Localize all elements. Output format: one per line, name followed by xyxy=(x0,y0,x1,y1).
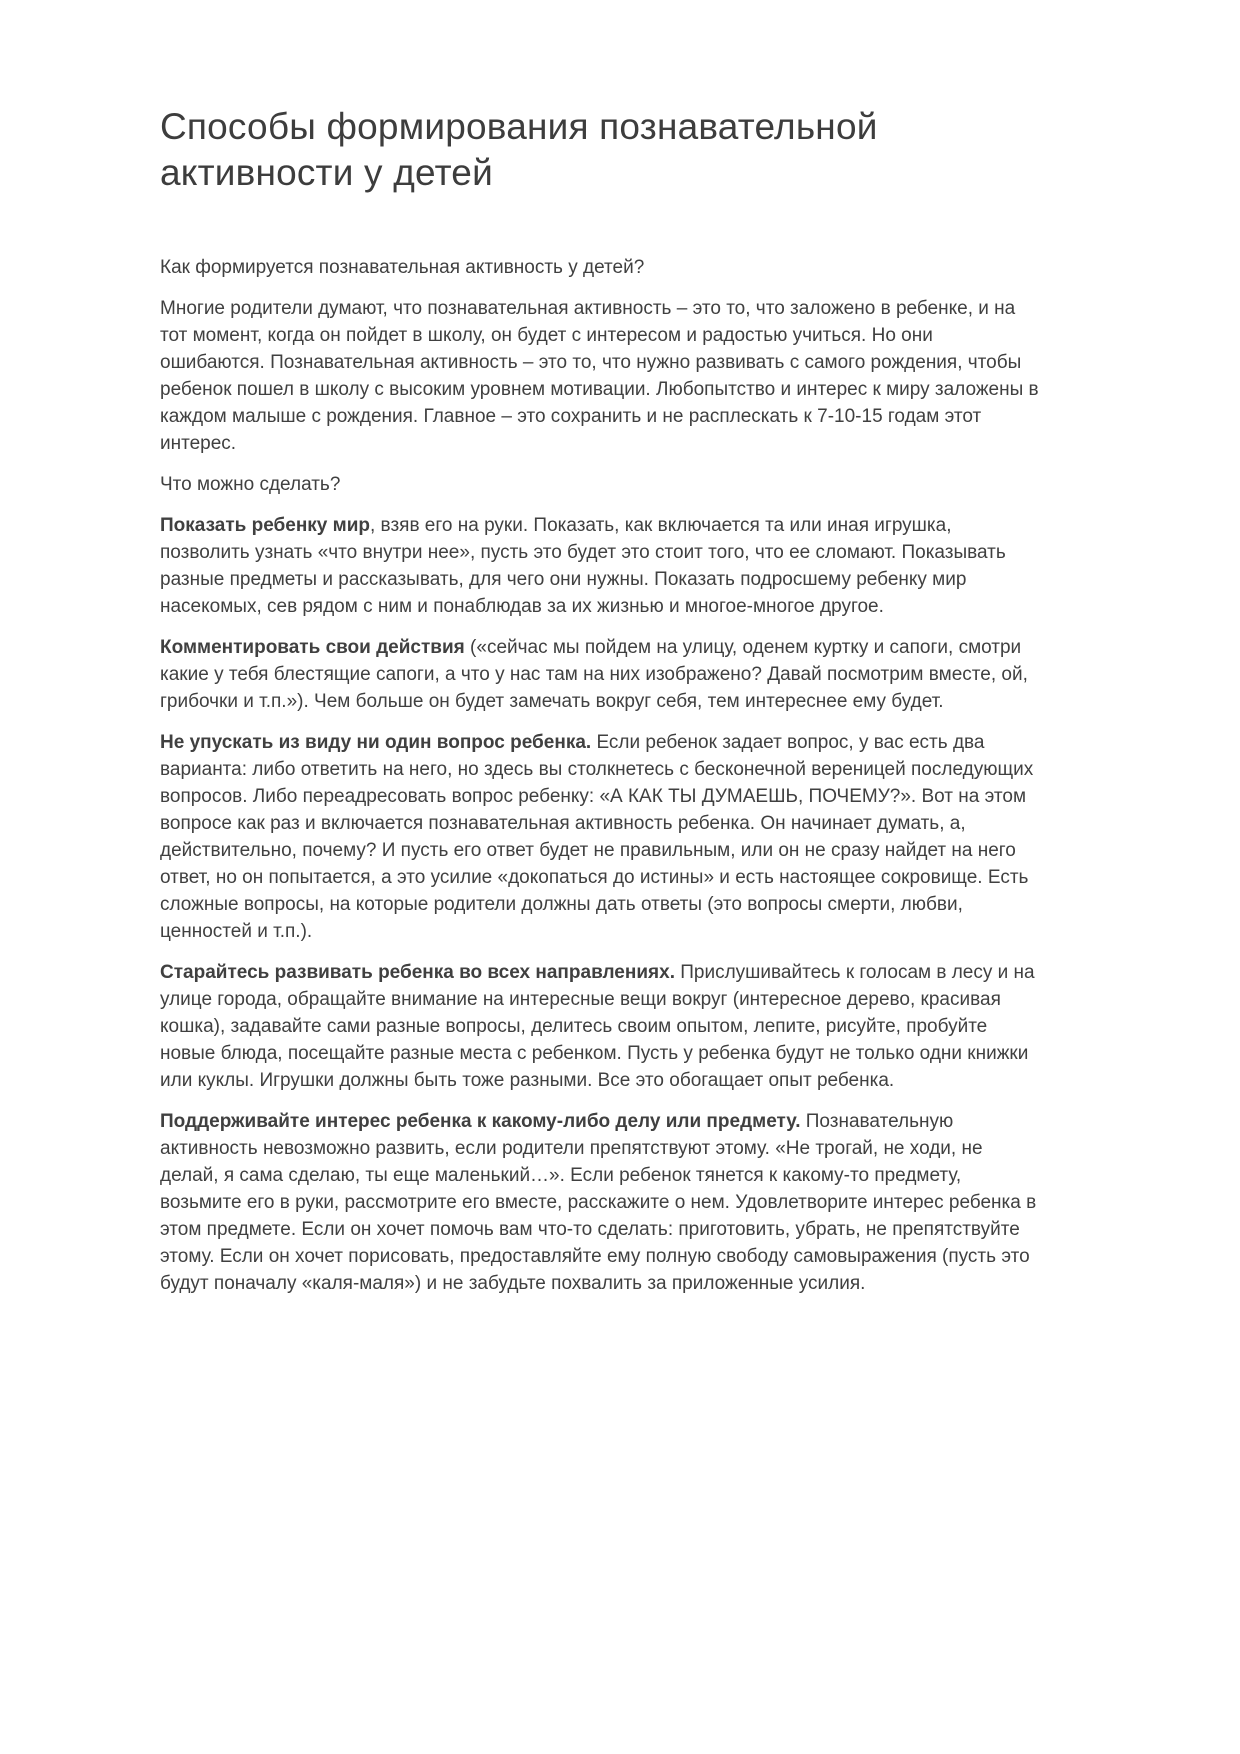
paragraph-text: Познавательную активность невозможно развить, если родители препятствуют этому. «Не трогай, не ходи, не делай, я сама сделаю, ты еще маленький…». Если ребенок тянется к какому-то предмету, возьмите его в руки, рассмотрите его вместе, расскажите о нем. Удовлетворите интерес ребенка в этом предмете. Если он хочет помочь вам что-то сделать: приготовить, убрать, не препятствуйте этому. Если он хочет порисовать, предоставляйте ему полную свободу самовыражения (пусть это будут поначалу «каля-маля») и не забудьте похвалить за приложенные усилия. xyxy=(160,1111,1037,1294)
paragraph-lead: Не упускать из виду ни один вопрос ребенка. xyxy=(160,732,592,753)
paragraph-develop-all-directions xyxy=(160,959,1040,1094)
paragraph-comment-actions xyxy=(160,634,1040,715)
paragraph-overview xyxy=(160,295,1040,457)
paragraph-text: Если ребенок задает вопрос, у вас есть два варианта: либо ответить на него, но здесь вы столкнетесь с бесконечной вереницей последующих вопросов. Либо переадресовать вопрос ребенку: «А КАК ТЫ ДУМАЕШЬ, ПОЧЕМУ?». Вот на этом вопросе как раз и включается познавательная активность ребенка. Он начинает думать, а, действительно, почему? И пусть его ответ будет не правильным, или он не сразу найдет на него ответ, но он попытается, а это усилие «докопаться до истины» и есть настоящее сокровище. Есть сложные вопросы, на которые родители должны дать ответы (это вопросы смерти, любви, ценностей и т.п.). xyxy=(160,732,1034,942)
paragraph-text: Прислушивайтесь к голосам в лесу и на улице города, обращайте внимание на интересные вещи вокруг (интересное дерево, красивая кошка), задавайте сами разные вопросы, делитесь своим опытом, лепите, рисуйте, пробуйте новые блюда, посещайте разные места с ребенком. Пусть у ребенка будут не только одни книжки или куклы. Игрушки должны быть тоже разными. Все это обогащает опыт ребенка. xyxy=(160,962,1035,1091)
paragraph-text: Как формируется познавательная активность у детей? xyxy=(160,257,645,278)
paragraph-text: Многие родители думают, что познавательная активность – это то, что заложено в ребенке, и на тот момент, когда он пойдет в школу, он будет с интересом и радостью учиться. Но они ошибаются. Познавательная активность – это то, что нужно развивать с самого рождения, чтобы ребенок пошел в школу с высоким уровнем мотивации. Любопытство и интерес к миру заложены в каждом малыше с рождения. Главное – это сохранить и не расплескать к 7-10-15 годам этот интерес. xyxy=(160,298,1039,454)
page-title: Способы формирования познавательной активности у детей xyxy=(160,106,878,193)
document-body xyxy=(160,254,1040,1297)
paragraph-lead: Показать ребенку мир xyxy=(160,515,370,536)
paragraph-text: , взяв его на руки. Показать, как включается та или иная игрушка, позволить узнать «что внутри нее», пусть это будет это стоит того, что ее сломают. Показывать разные предметы и рассказывать, для чего они нужны. Показать подросшему ребенку мир насекомых, сев рядом с ним и понаблюдав за их жизнью и многое-многое другое. xyxy=(160,515,1006,617)
paragraph-lead: Старайтесь развивать ребенка во всех направлениях. xyxy=(160,962,675,983)
paragraph-what-to-do xyxy=(160,471,1040,498)
paragraph-text: («сейчас мы пойдем на улицу, оденем куртку и сапоги, смотри какие у тебя блестящие сапоги, а что у нас там на них изображено? Давай посмотрим вместе, ой, грибочки и т.п.»). Чем больше он будет замечать вокруг себя, тем интереснее ему будет. xyxy=(160,637,1028,712)
paragraph-lead: Поддерживайте интерес ребенка к какому-либо делу или предмету. xyxy=(160,1111,801,1132)
paragraph-lead: Комментировать свои действия xyxy=(160,637,465,658)
paragraph-text: Что можно сделать? xyxy=(160,474,341,495)
paragraph-show-world xyxy=(160,512,1040,620)
paragraph-support-interest xyxy=(160,1108,1040,1297)
paragraph-question-intro xyxy=(160,254,1040,281)
paragraph-child-questions xyxy=(160,729,1040,945)
